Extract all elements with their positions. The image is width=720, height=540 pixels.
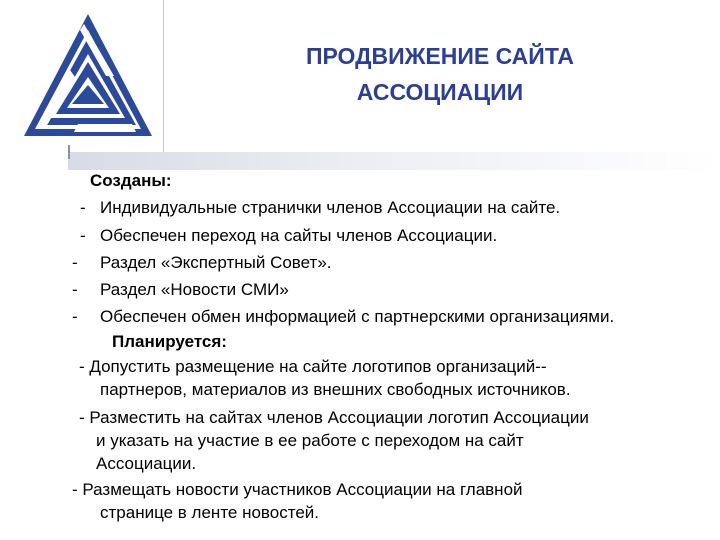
- planned-item-1-line-1: - Допустить размещение на сайте логотипов организаций--: [79, 357, 547, 376]
- created-heading: Созданы:: [90, 171, 172, 190]
- created-bullet: -: [80, 226, 86, 245]
- planned-item-3-line-1: - Размещать новости участников Ассоциации на главной: [72, 480, 523, 499]
- planned-item-3-line-2: странице в ленте новостей.: [100, 503, 319, 522]
- created-item-5: Обеспечен обмен информацией с партнерскими организациями.: [100, 307, 615, 326]
- planned-item-1-line-2: партнеров, материалов из внешних свободных источников.: [100, 380, 571, 399]
- slide-title-line-2: АССОЦИАЦИИ: [356, 79, 524, 105]
- created-item-2: Обеспечен переход на сайты членов Ассоциации.: [100, 226, 498, 245]
- created-bullet: -: [72, 253, 78, 272]
- planned-item-2-line-3: Ассоциации.: [96, 454, 197, 473]
- planned-item-2-line-2: и указать на участие в ее работе с переходом на сайт: [96, 431, 524, 450]
- slide-title-line-1: ПРОДВИЖЕНИЕ САЙТА: [305, 43, 575, 69]
- created-item-3: Раздел «Экспертный Совет».: [100, 253, 332, 272]
- planned-item-2-line-1: - Разместить на сайтах членов Ассоциации логотип Ассоциации: [79, 408, 589, 427]
- created-item-1: Индивидуальные странички членов Ассоциации на сайте.: [100, 198, 561, 217]
- planned-heading: Планируется:: [112, 332, 227, 351]
- created-bullet: -: [80, 198, 86, 217]
- created-item-4: Раздел «Новости СМИ»: [100, 280, 289, 299]
- created-bullet: -: [72, 307, 78, 326]
- created-bullet: -: [72, 280, 78, 299]
